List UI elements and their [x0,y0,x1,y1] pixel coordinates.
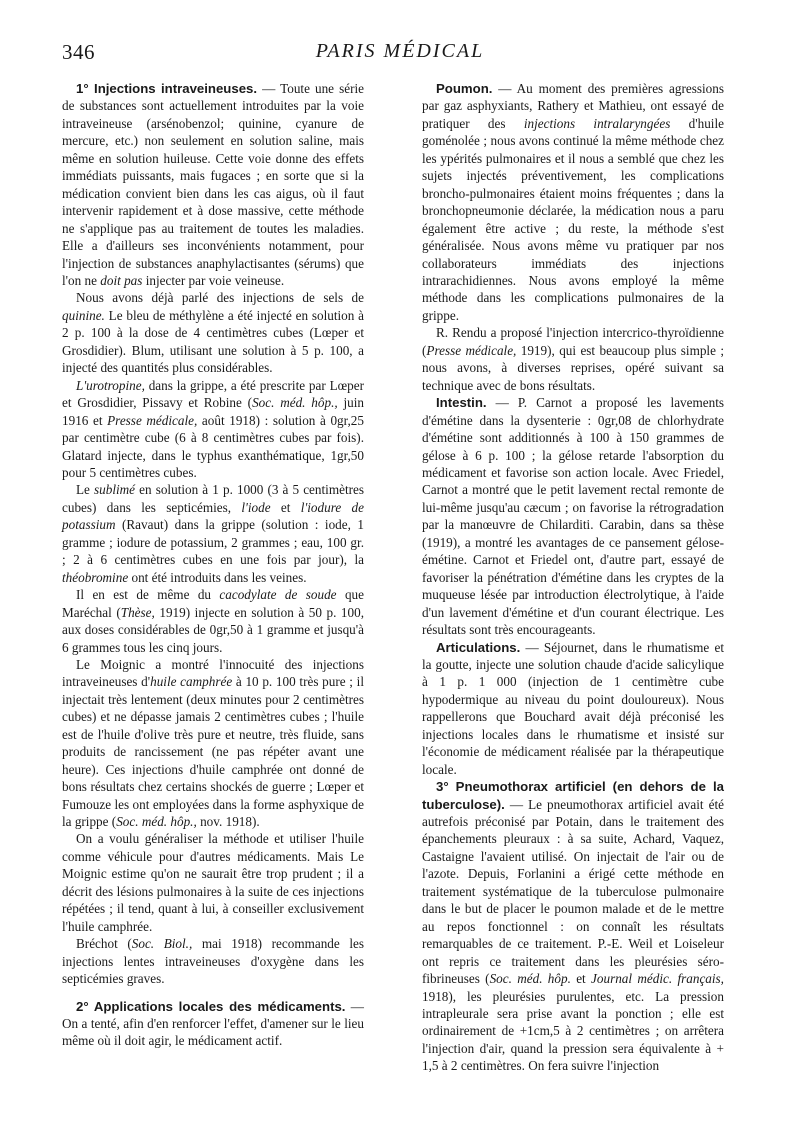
running-title: PARIS MÉDICAL [315,40,485,62]
paragraph-cacodylate: Il en est de même du cacodylate de soude que Maréchal (Thèse, 1919) injecte en solution à 50 p. 100, aux doses considérables de 0gr,50 à 1 gramme et jusqu'à 6 grammes tous les cinq jours. [62,587,364,655]
section-heading: Intestin. [436,395,487,411]
paragraph-intestine: Intestin. — P. Carnot a proposé les lavements d'émétine dans la dysenterie : 0gr,08 de chlorhydrate d'émétine sont additionnés à 100 à 150 grammes de gélose à 6 p. 100 ; la gélose retarde l'absorption du médicament et favorise son action locale. Avec Friedel, Carnot a montré que le petit lavement rectal remonte de lui-même jusqu'au cæcum ; on favorise la rétrogradation par la manœuvre de Chilarditi. Carabin, dans sa thèse (1919), a montré les avantages de ce pansement gélose-émétine. Carnot et Friedel ont, d'autre part, essayé de favoriser la pénétration d'émétine dans les cryptes de la muqueuse lésée par introduction électrolytique, à l'aide d'un lavement d'émétine et d'un courant électrique. Les résultats sont très encourageants. [422,395,724,638]
paragraph-sublime: Le sublimé en solution à 1 p. 1000 (3 à 5 centimètres cubes) dans les septicémies, l'iode et l'iodure de potassium (Ravaut) dans la grippe (solution : iode, 1 gramme ; iodure de potassium, 2 grammes ; eau, 100 gr. ; 2 à 6 centimètres cubes en une fois par jour), la théobromine ont été introduits dans les veines. [62,482,364,585]
left-column [62,80,364,1050]
paragraph-quinine: Nous avons déjà parlé des injections de sels de quinine. Le bleu de méthylène a été injecté en solution à 2 p. 100 à la dose de 4 centimètres cubes (Lœper et Grosdidier). Blum, utilisant une solution à 5 p. 100, a injecté des quantités plus considérables. [62,290,364,376]
paragraph-joints: Articulations. — Séjournet, dans le rhumatisme et la goutte, injecte une solution chaude d'acide salicylique à 1 p. 1 000 (injection de 1 centimètre cube hypodermique au niveau du point douloureux). Nous rappellerons que Bouchard avait déjà préconisé les injections locales dans le rhumatisme et insisté sur l'économie de médicament réalisée par la thérapeutique locale. [422,639,724,777]
paragraph-urotropine: L'urotropine, dans la grippe, a été prescrite par Lœper et Grosdidier, Pissavy et Robine (Soc. méd. hôp., juin 1916 et Presse médicale, août 1918) : solution à 0gr,25 par centimètre cube (6 à 8 centimètres cubes par fois). Glatard injecte, dans le typhus exanthématique, 1gr,50 pour 5 centimètres cubes. [62,377,364,480]
section-heading: Poumon. [436,81,493,96]
page-number: 346 [62,40,95,64]
paragraph-local-applications: 2° Applications locales des médicaments. — On a tenté, afin d'en renforcer l'effet, d'amener sur le lieu même où il doit agir, le médicament actif. [62,998,364,1049]
paragraph-oil-vehicle: On a voulu généraliser la méthode et utiliser l'huile comme véhicule pour d'autres médicaments. Mais Le Moignic estime qu'on ne saurait être trop prudent ; il a décrit des lésions pulmonaires à la suite de ces injections répétées ; il tend, quant à lui, à conseiller exclusivement l'huile camphrée. [62,831,364,934]
paragraph-oxygen: Bréchot (Soc. Biol., mai 1918) recommande les injections lentes intraveineuses d'oxygène dans les septicémies graves. [62,936,364,987]
section-heading: 3° Pneumothorax artificiel (en dehors de la tuberculose). [422,779,724,812]
right-column [422,80,724,1075]
paragraph-rendu: R. Rendu a proposé l'injection intercrico-thyroïdienne (Presse médicale, 1919), qui est beaucoup plus simple ; nous avons, à diverses reprises, opéré suivant sa technique avec de bons résultats. [422,325,724,393]
paragraph-camphor-oil: Le Moignic a montré l'innocuité des injections intraveineuses d'huile camphrée à 10 p. 100 très pure ; il injectait très lentement (deux minutes pour 2 centimètres cubes) et ne dépasse jamais 2 centimètres cubes ; l'huile est de l'huile d'olive très pure et neutre, très fluide, sans produits de rancissement (ne pas répéter avant une heure). Ces injections d'huile camphrée ont donné de bons résultats chez certains shockés de guerre ; Lœper et Fumouze les ont employées dans la forme asphyxique de la grippe (Soc. méd. hôp., nov. 1918). [62,656,364,830]
paragraph-intravenous: 1° Injections intraveineuses. — Toute une série de substances sont actuellement introduites par la voie intraveineuse (arsénobenzol; quinine, cyanure de mercure, etc.) non seulement en solution saline, mais même en solution huileuse. Cette voie donne des effets immédiats puissants, mais fugaces ; en sorte que si la médication convient bien dans les cas aigus, où il faut intervenir rapidement et à dose massive, cette méthode ne s'applique pas au traitement de toutes les maladies. Elle a d'ailleurs ses inconvénients notamment, pour l'injection de substances anaphylactisantes (sérums) que l'on ne doit pas injecter par voie veineuse. [62,81,364,288]
paragraph-lung: Poumon. — Au moment des premières agressions par gaz asphyxiants, Rathery et Mathieu, ont essayé de pratiquer des injections intralaryngées d'huile goménolée ; nous avons continué la même méthode chez les ypérités pulmonaires et il nous a semblé que chez les sujets injectés préventivement, les complications broncho-pulmonaires étaient moins fréquentes ; dans la bronchopneumonie déclarée, la médication nous a paru également être active ; du reste, la méthode s'est généralisée. Nous avons même vu pratiquer par nos collaborateurs immédiats des injections intrarachidiennes. Nous avons employé la même méthode dans les complications pulmonaires de la grippe. [422,81,724,323]
section-heading: 2° Applications locales des médicaments. [76,998,346,1014]
paragraph-pneumothorax: 3° Pneumothorax artificiel (en dehors de la tuberculose). — Le pneumothorax artificiel avait été autrefois préconisé par Potain, dans le traitement des épanchements pleuraux : à sa suite, Achard, Vaquez, Castaigne l'avaient utilisé. On injectait de l'air ou de l'azote. Depuis, Forlanini a érigé cette méthode en traitement systématique de la tuberculose pulmonaire dans le but de placer le poumon malade et de le mettre au repos fonctionnel : on connaît les résultats remarquables de ce traitement. P.-E. Weil et Loiseleur ont repris ce traitement dans les pleurésies séro-fibrineuses (Soc. méd. hôp. et Journal médic. français, 1918), les pleurésies purulentes, etc. La pression intrapleurale sera prise avant la ponction ; elle est ordinairement de +1cm,5 à 2 centimètres ; on arrêtera l'injection d'air, quand la pression sera équivalente à + 1,5 à 2 centimètres. On fera suivre l'injection [422,779,724,1074]
section-heading: Articulations. [436,639,521,655]
section-heading: 1° Injections intraveineuses. [76,81,258,96]
